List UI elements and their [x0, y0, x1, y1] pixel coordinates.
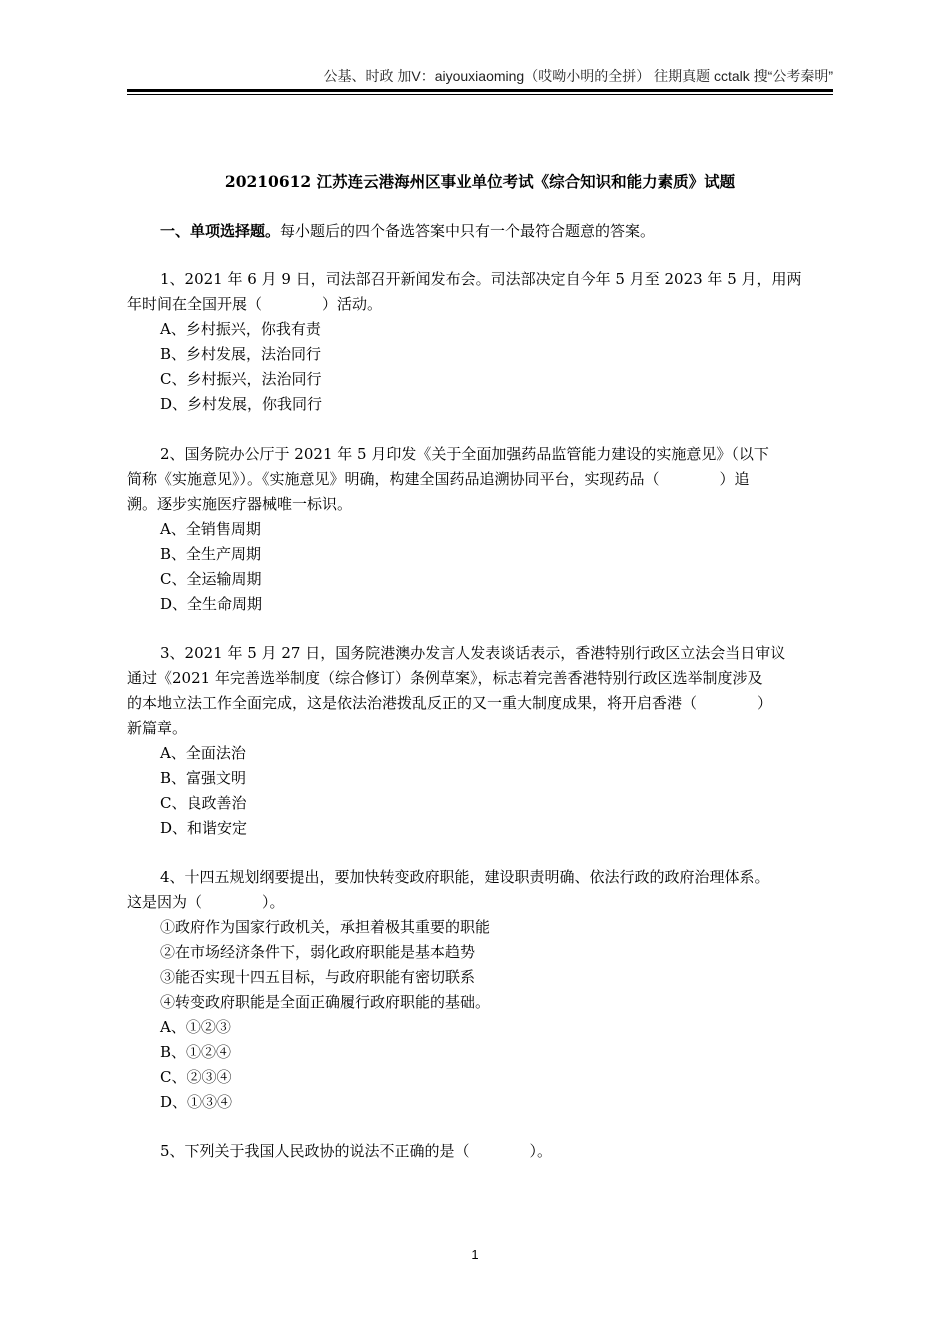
page-number: 1	[471, 1247, 479, 1262]
question-3-option-d: D、和谐安定	[160, 819, 248, 837]
question-4-statement-3: ③能否实现十四五目标，与政府职能有密切联系	[160, 968, 476, 986]
question-2-option-d: D、全生命周期	[160, 595, 263, 613]
question-4-statement-2: ②在市场经济条件下，弱化政府职能是基本趋势	[160, 943, 476, 961]
question-1-option-d: D、乡村发展，你我同行	[160, 395, 323, 413]
question-1-option-c: C、乡村振兴，法治同行	[160, 370, 322, 388]
question-3-option-b: B、富强文明	[160, 769, 247, 787]
section-heading-label: 一、单项选择题。	[160, 222, 281, 240]
page-header: 公基、时政 加V：aiyouxiaoming（哎呦小明的全拼） 往期真题 cctalk 搜“公考秦明”	[323, 68, 833, 84]
question-3-line-4: 新篇章。	[127, 719, 188, 737]
question-4-option-d: D、①③④	[160, 1093, 233, 1111]
question-2-line-1: 2、国务院办公厅于 2021 年 5 月印发《关于全面加强药品监管能力建设的实施意见》（以下	[160, 445, 769, 463]
header-rule-thick	[127, 89, 833, 92]
section-heading	[160, 220, 655, 241]
header-rule-thin	[127, 94, 833, 95]
question-1-line-2: 年时间在全国开展（ ）活动。	[127, 295, 383, 313]
question-1-option-b: B、乡村发展，法治同行	[160, 345, 322, 363]
question-2-line-2: 简称《实施意见》）。《实施意见》明确，构建全国药品追溯协同平台，实现药品（ ）追	[127, 470, 750, 488]
question-2-line-3: 溯。逐步实施医疗器械唯一标识。	[127, 495, 353, 513]
question-4-line-1: 4、十四五规划纲要提出，要加快转变政府职能，建设职责明确、依法行政的政府治理体系。	[160, 868, 770, 886]
section-instruction: 每小题后的四个备选答案中只有一个最符合题意的答案。	[280, 222, 656, 240]
question-3-line-2: 通过《2021 年完善选举制度（综合修订）条例草案》，标志着完善香港特别行政区选举制度涉及	[127, 669, 763, 687]
question-4-statement-1: ①政府作为国家行政机关，承担着极其重要的职能	[160, 918, 491, 936]
question-2-option-a: A、全销售周期	[160, 520, 261, 538]
question-3-option-c: C、良政善治	[160, 794, 247, 812]
question-1-line-1: 1、2021 年 6 月 9 日，司法部召开新闻发布会。司法部决定自今年 5 月至 2023 年 5 月，用两	[160, 270, 802, 288]
question-5-line-1: 5、下列关于我国人民政协的说法不正确的是（ ）。	[160, 1142, 553, 1160]
question-4-statement-4: ④转变政府职能是全面正确履行政府职能的基础。	[160, 993, 491, 1011]
question-4-line-2: 这是因为（ ）。	[127, 893, 285, 911]
question-4-option-b: B、①②④	[160, 1043, 232, 1061]
question-1-option-a: A、乡村振兴，你我有责	[160, 320, 321, 338]
question-3-line-3: 的本地立法工作全面完成，这是依法治港拨乱反正的又一重大制度成果，将开启香港（ ）	[127, 694, 773, 712]
question-4-option-c: C、②③④	[160, 1068, 232, 1086]
question-4-option-a: A、①②③	[160, 1018, 231, 1036]
question-3-option-a: A、全面法治	[160, 744, 246, 762]
document-title: 20210612 江苏连云港海州区事业单位考试《综合知识和能力素质》试题	[224, 172, 736, 191]
question-2-option-b: B、全生产周期	[160, 545, 262, 563]
question-3-line-1: 3、2021 年 5 月 27 日，国务院港澳办发言人发表谈话表示，香港特别行政区立法会当日审议	[160, 644, 786, 662]
question-2-option-c: C、全运输周期	[160, 570, 262, 588]
